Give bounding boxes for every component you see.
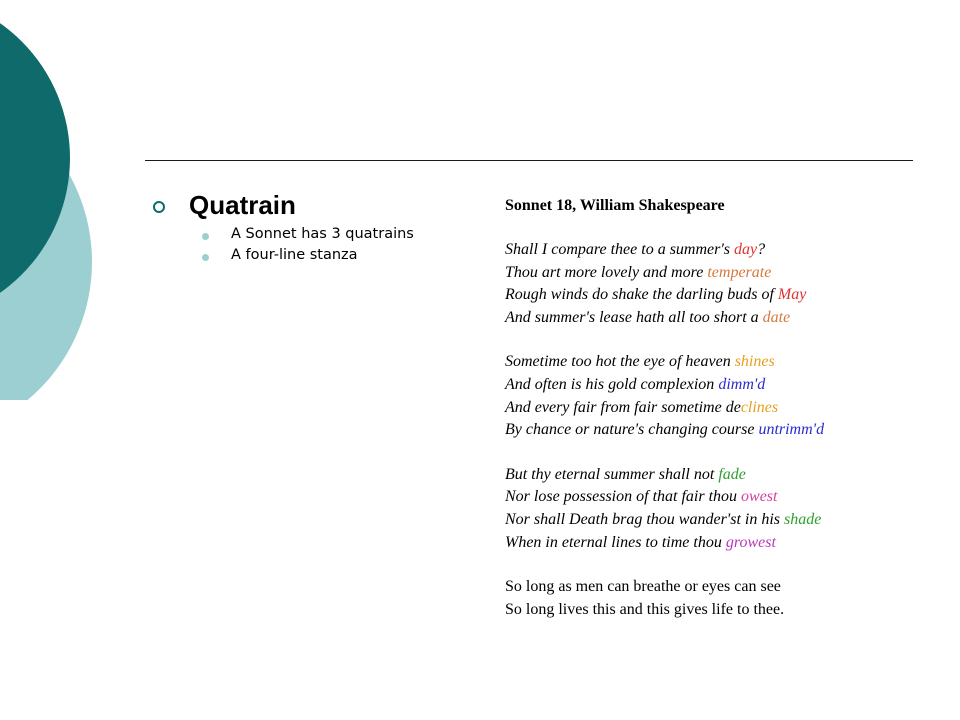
rhyme-word: date xyxy=(762,308,791,326)
verse-line xyxy=(505,397,925,420)
stanza-gap xyxy=(505,329,925,351)
verse-text: Shall I compare thee to a summer's xyxy=(505,241,735,258)
rhyme-word: owest xyxy=(741,488,778,506)
verse-text: By chance or nature's changing course xyxy=(505,421,759,439)
verse-line xyxy=(505,419,925,442)
verse-text: Nor shall Death brag thou wander'st in his xyxy=(505,510,784,528)
bullet-item-level2 xyxy=(152,226,482,247)
verse-line xyxy=(505,262,925,285)
verse-text: And often is his gold complexion xyxy=(505,375,719,393)
verse-line xyxy=(505,307,925,330)
verse-text: And every fair from fair sometime de xyxy=(505,398,741,416)
couplet-line: So long lives this and this gives life to thee. xyxy=(505,600,785,618)
verse-text: Rough winds do shake the darling buds of xyxy=(505,286,778,304)
bullet-ring-icon xyxy=(152,200,166,214)
verse-text: And summer's lease hath all too short a xyxy=(505,308,763,326)
verse-line xyxy=(505,532,925,555)
bullet-text: A four-line stanza xyxy=(231,247,358,263)
stanza-gap xyxy=(505,554,925,576)
rhyme-word: growest xyxy=(725,533,776,551)
couplet-line: So long as men can breathe or eyes can see xyxy=(505,578,781,596)
stanza-gap xyxy=(505,442,925,464)
bullet-list xyxy=(152,190,482,268)
verse-line xyxy=(505,486,925,509)
bullet-item-level1 xyxy=(152,190,482,226)
verse-line xyxy=(505,351,925,374)
verse-text: When in eternal lines to time thou xyxy=(505,533,726,551)
poem-block xyxy=(505,195,925,621)
verse-text: Thou art more lovely and more xyxy=(505,263,708,281)
heading-text: Quatrain xyxy=(189,190,296,220)
bullet-dot-icon xyxy=(202,233,209,240)
rhyme-word: shade xyxy=(784,510,822,528)
rhyme-word: temperate xyxy=(707,263,772,281)
rhyme-word: clines xyxy=(740,398,779,416)
poem-title: Sonnet 18, William Shakespeare xyxy=(505,197,725,214)
verse-line xyxy=(505,284,925,307)
title-divider-line xyxy=(145,160,913,161)
rhyme-word: untrimm'd xyxy=(758,421,825,439)
verse-line xyxy=(505,374,925,397)
rhyme-word: fade xyxy=(718,465,746,483)
verse-text: Sometime too hot the eye of heaven xyxy=(505,353,735,371)
rhyme-word: shines xyxy=(734,353,775,371)
quatrains xyxy=(505,239,925,576)
bullet-item-level2 xyxy=(152,247,482,268)
bullet-text: A Sonnet has 3 quatrains xyxy=(231,226,414,242)
rhyme-word: May xyxy=(777,286,807,304)
rhyme-word: dimm'd xyxy=(718,375,766,393)
verse-line xyxy=(505,464,925,487)
rhyme-word: day xyxy=(734,241,758,258)
verse-punctuation: ? xyxy=(757,241,766,258)
verse-text: Nor lose possession of that fair thou xyxy=(505,488,742,506)
decorative-circles xyxy=(0,0,120,400)
bullet-dot-icon xyxy=(202,254,209,261)
verse-line xyxy=(505,509,925,532)
verse-text: But thy eternal summer shall not xyxy=(505,465,719,483)
verse-line xyxy=(505,239,925,262)
